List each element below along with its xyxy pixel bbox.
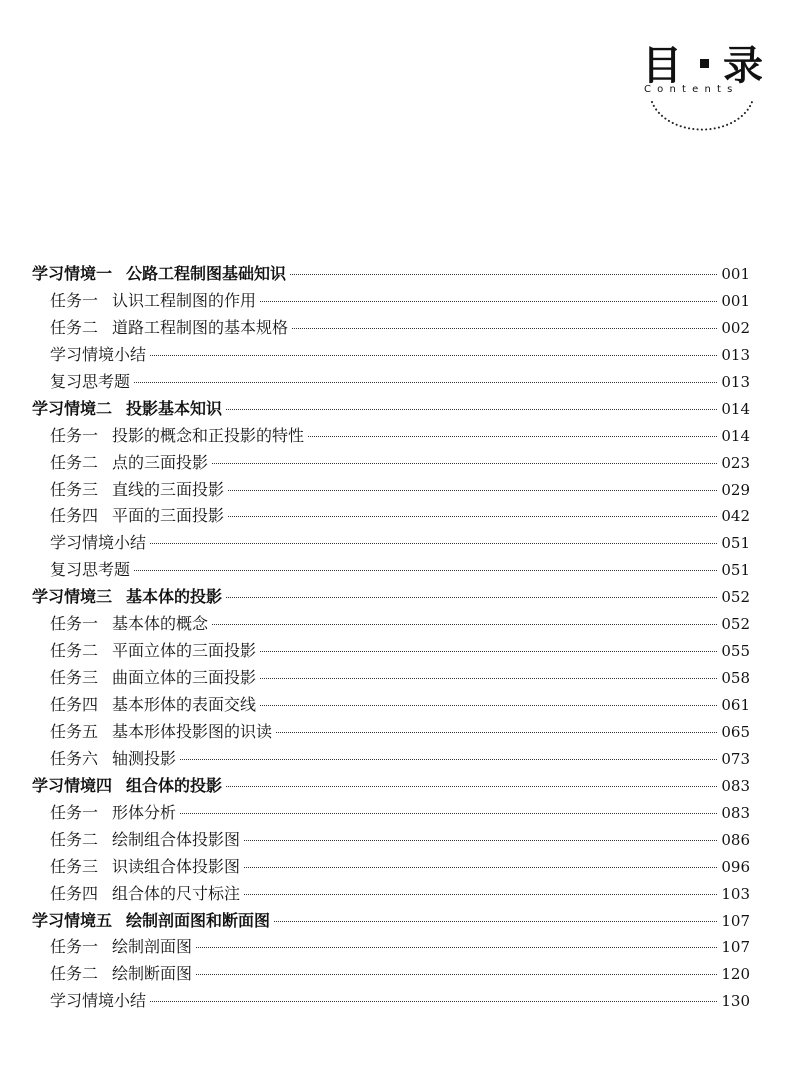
toc-entry-label: [50, 423, 304, 450]
toc-item-row[interactable]: [32, 530, 750, 557]
page-title: [642, 42, 765, 90]
toc-page-number: 107: [721, 911, 750, 930]
toc-entry-title: 轴测投影: [112, 748, 177, 768]
toc-entry-label: [50, 665, 256, 692]
toc-page-number: 029: [721, 480, 750, 499]
toc-page-number: 013: [721, 345, 750, 364]
toc-page-number: 096: [721, 857, 750, 876]
toc-entry-label: [50, 342, 146, 369]
toc-entry-number: 学习情境一: [32, 264, 113, 283]
toc-entry-title: 曲面立体的三面投影: [112, 668, 257, 688]
dot-leader: [134, 570, 717, 571]
dot-leader: [212, 463, 717, 464]
toc-entry-title: 组合体的尺寸标注: [112, 883, 241, 903]
toc-entry-label: [50, 315, 288, 342]
toc-page-number: 001: [721, 265, 750, 283]
dot-leader: [226, 786, 717, 787]
toc-page-number: 086: [721, 830, 750, 849]
toc-entry-label: [50, 800, 176, 827]
title-separator-dot: [700, 59, 709, 68]
toc-entry-number: 任务二: [50, 641, 99, 661]
dot-leader: [260, 705, 717, 706]
toc-entry-title: 绘制断面图: [112, 964, 193, 984]
toc-entry-number: 任务三: [50, 479, 99, 499]
toc-entry-title: 基本形体投影图的识读: [112, 721, 273, 741]
toc-entry-title: 学习情境小结: [50, 344, 147, 364]
dot-leader: [290, 274, 717, 275]
toc-entry-label: [32, 773, 222, 800]
toc-item-row[interactable]: [32, 369, 750, 396]
dot-leader: [274, 921, 717, 922]
toc-page-number: 051: [721, 561, 750, 580]
toc-entry-label: [50, 530, 146, 557]
toc-entry-title: 绘制组合体投影图: [112, 829, 241, 849]
toc-entry-title: 基本体的投影: [126, 587, 223, 607]
toc-page-number: 065: [721, 722, 750, 741]
dot-leader: [308, 436, 717, 437]
toc-item-row[interactable]: [32, 988, 750, 1015]
toc-entry-number: 任务二: [50, 317, 99, 337]
toc-page-number: 058: [721, 669, 750, 688]
toc-task-row[interactable]: [32, 827, 750, 854]
toc-task-row[interactable]: [32, 450, 750, 477]
toc-entry-number: 任务三: [50, 668, 99, 688]
toc-task-row[interactable]: [32, 665, 750, 692]
toc-entry-number: 任务一: [50, 614, 99, 634]
title-left: 目: [642, 43, 684, 89]
table-of-contents: [32, 261, 750, 1015]
dot-leader: [150, 1001, 717, 1002]
toc-entry-number: 学习情境五: [32, 910, 113, 930]
toc-entry-label: [32, 261, 286, 288]
toc-page-number: 120: [721, 965, 750, 984]
toc-entry-number: 任务三: [50, 856, 99, 876]
toc-entry-title: 学习情境小结: [50, 533, 147, 553]
toc-entry-number: 任务一: [50, 937, 99, 957]
toc-entry-title: 道路工程制图的基本规格: [112, 317, 289, 337]
toc-entry-number: 任务六: [50, 748, 99, 768]
toc-entry-title: 绘制剖面图和断面图: [126, 910, 271, 930]
toc-entry-number: 学习情境三: [32, 587, 113, 607]
dot-leader: [260, 651, 717, 652]
dot-leader: [180, 813, 717, 814]
toc-entry-number: 任务一: [50, 290, 99, 310]
title-right: 录: [723, 43, 765, 89]
dot-leader: [134, 382, 717, 383]
toc-entry-label: [50, 746, 176, 773]
toc-entry-title: 基本体的概念: [112, 614, 209, 634]
toc-entry-number: 任务二: [50, 964, 99, 984]
dot-leader: [292, 328, 717, 329]
toc-page-number: 083: [721, 776, 750, 795]
toc-entry-title: 复习思考题: [50, 560, 131, 580]
toc-entry-title: 基本形体的表面交线: [112, 695, 257, 714]
dot-leader: [212, 624, 717, 625]
toc-page-number: 014: [721, 426, 750, 445]
toc-task-row[interactable]: [32, 961, 750, 988]
dot-leader: [276, 732, 717, 733]
dot-leader: [196, 974, 717, 975]
dot-leader: [244, 894, 717, 895]
toc-task-row[interactable]: [32, 746, 750, 773]
dot-leader: [180, 759, 717, 760]
toc-entry-label: [50, 450, 208, 477]
toc-page-number: 103: [721, 884, 750, 903]
toc-item-row[interactable]: [32, 342, 750, 369]
toc-entry-label: [50, 961, 192, 988]
toc-entry-title: 形体分析: [112, 802, 177, 822]
toc-entry-label: [50, 988, 146, 1015]
toc-entry-label: [32, 584, 222, 611]
toc-page-number: 061: [721, 696, 750, 714]
toc-entry-title: 点的三面投影: [112, 452, 209, 472]
toc-page-number: 107: [721, 938, 750, 957]
toc-entry-label: [32, 396, 222, 423]
toc-task-row[interactable]: [32, 800, 750, 827]
toc-entry-number: 学习情境四: [32, 775, 113, 795]
toc-task-row[interactable]: [32, 934, 750, 961]
dot-leader: [228, 490, 717, 491]
toc-chapter-row[interactable]: [32, 584, 750, 611]
toc-chapter-row[interactable]: [32, 908, 750, 935]
toc-chapter-row[interactable]: [32, 773, 750, 800]
toc-entry-number: 任务四: [50, 883, 99, 903]
toc-page-number: 073: [721, 749, 750, 768]
toc-entry-number: 学习情境二: [32, 398, 113, 418]
toc-task-row[interactable]: [32, 611, 750, 638]
toc-entry-number: 任务四: [50, 695, 99, 714]
toc-task-row[interactable]: [32, 638, 750, 665]
toc-entry-title: 公路工程制图基础知识: [126, 264, 287, 283]
toc-page-number: 130: [721, 992, 750, 1011]
toc-entry-number: 任务一: [50, 802, 99, 822]
toc-entry-title: 复习思考题: [50, 371, 131, 391]
toc-task-row[interactable]: [32, 503, 750, 530]
toc-entry-label: [50, 477, 224, 504]
toc-page-number: 052: [721, 615, 750, 634]
toc-task-row[interactable]: [32, 315, 750, 342]
toc-page-number: 083: [721, 803, 750, 822]
toc-task-row[interactable]: [32, 692, 750, 719]
toc-entry-label: [50, 638, 256, 665]
toc-entry-title: 投影的概念和正投影的特性: [112, 425, 305, 445]
dot-leader: [260, 301, 717, 302]
toc-entry-label: [50, 369, 130, 396]
toc-task-row[interactable]: [32, 854, 750, 881]
contents-header: [600, 30, 770, 160]
toc-page-number: 023: [721, 453, 750, 472]
toc-entry-number: 任务二: [50, 829, 99, 849]
toc-entry-title: 平面的三面投影: [112, 506, 225, 526]
toc-entry-label: [50, 503, 224, 530]
dotted-arc-decoration: [650, 94, 760, 144]
toc-entry-number: 任务四: [50, 506, 99, 526]
toc-entry-title: 直线的三面投影: [112, 479, 225, 499]
dot-leader: [196, 947, 717, 948]
dot-leader: [244, 867, 717, 868]
toc-task-row[interactable]: [32, 477, 750, 504]
toc-entry-label: [50, 934, 192, 961]
toc-page-number: 001: [721, 291, 750, 310]
dot-leader: [228, 516, 717, 517]
dot-leader: [260, 678, 717, 679]
toc-entry-label: [50, 557, 130, 584]
toc-page-number: 013: [721, 372, 750, 391]
toc-item-row[interactable]: [32, 557, 750, 584]
toc-page-number: 051: [721, 534, 750, 553]
page-subtitle: Contents: [644, 84, 739, 95]
toc-entry-label: [32, 908, 270, 935]
toc-entry-label: [50, 692, 256, 719]
toc-task-row[interactable]: [32, 288, 750, 315]
toc-task-row[interactable]: [32, 423, 750, 450]
toc-entry-title: 识读组合体投影图: [112, 856, 241, 876]
toc-entry-label: [50, 854, 240, 881]
toc-entry-label: [50, 881, 240, 908]
toc-entry-number: 任务五: [50, 721, 99, 741]
dot-leader: [150, 355, 717, 356]
toc-task-row[interactable]: [32, 719, 750, 746]
toc-chapter-row[interactable]: [32, 396, 750, 423]
toc-entry-label: [50, 719, 272, 746]
dot-leader: [244, 840, 717, 841]
toc-page-number: 014: [721, 399, 750, 418]
toc-page-number: 052: [721, 588, 750, 607]
toc-entry-number: 任务二: [50, 452, 99, 472]
toc-entry-title: 投影基本知识: [126, 398, 223, 418]
toc-entry-title: 学习情境小结: [50, 991, 147, 1011]
dot-leader: [226, 409, 717, 410]
toc-entry-label: [50, 611, 208, 638]
dot-leader: [226, 597, 717, 598]
toc-chapter-row[interactable]: [32, 261, 750, 288]
toc-entry-title: 组合体的投影: [126, 775, 223, 795]
toc-entry-title: 绘制剖面图: [112, 937, 193, 957]
toc-page-number: 002: [721, 318, 750, 337]
toc-entry-label: [50, 288, 256, 315]
toc-page-number: 055: [721, 642, 750, 661]
toc-entry-title: 认识工程制图的作用: [112, 290, 257, 310]
toc-entry-title: 平面立体的三面投影: [112, 641, 257, 661]
toc-page-number: 042: [721, 507, 750, 526]
dot-leader: [150, 543, 717, 544]
toc-entry-number: 任务一: [50, 425, 99, 445]
toc-task-row[interactable]: [32, 881, 750, 908]
toc-entry-label: [50, 827, 240, 854]
